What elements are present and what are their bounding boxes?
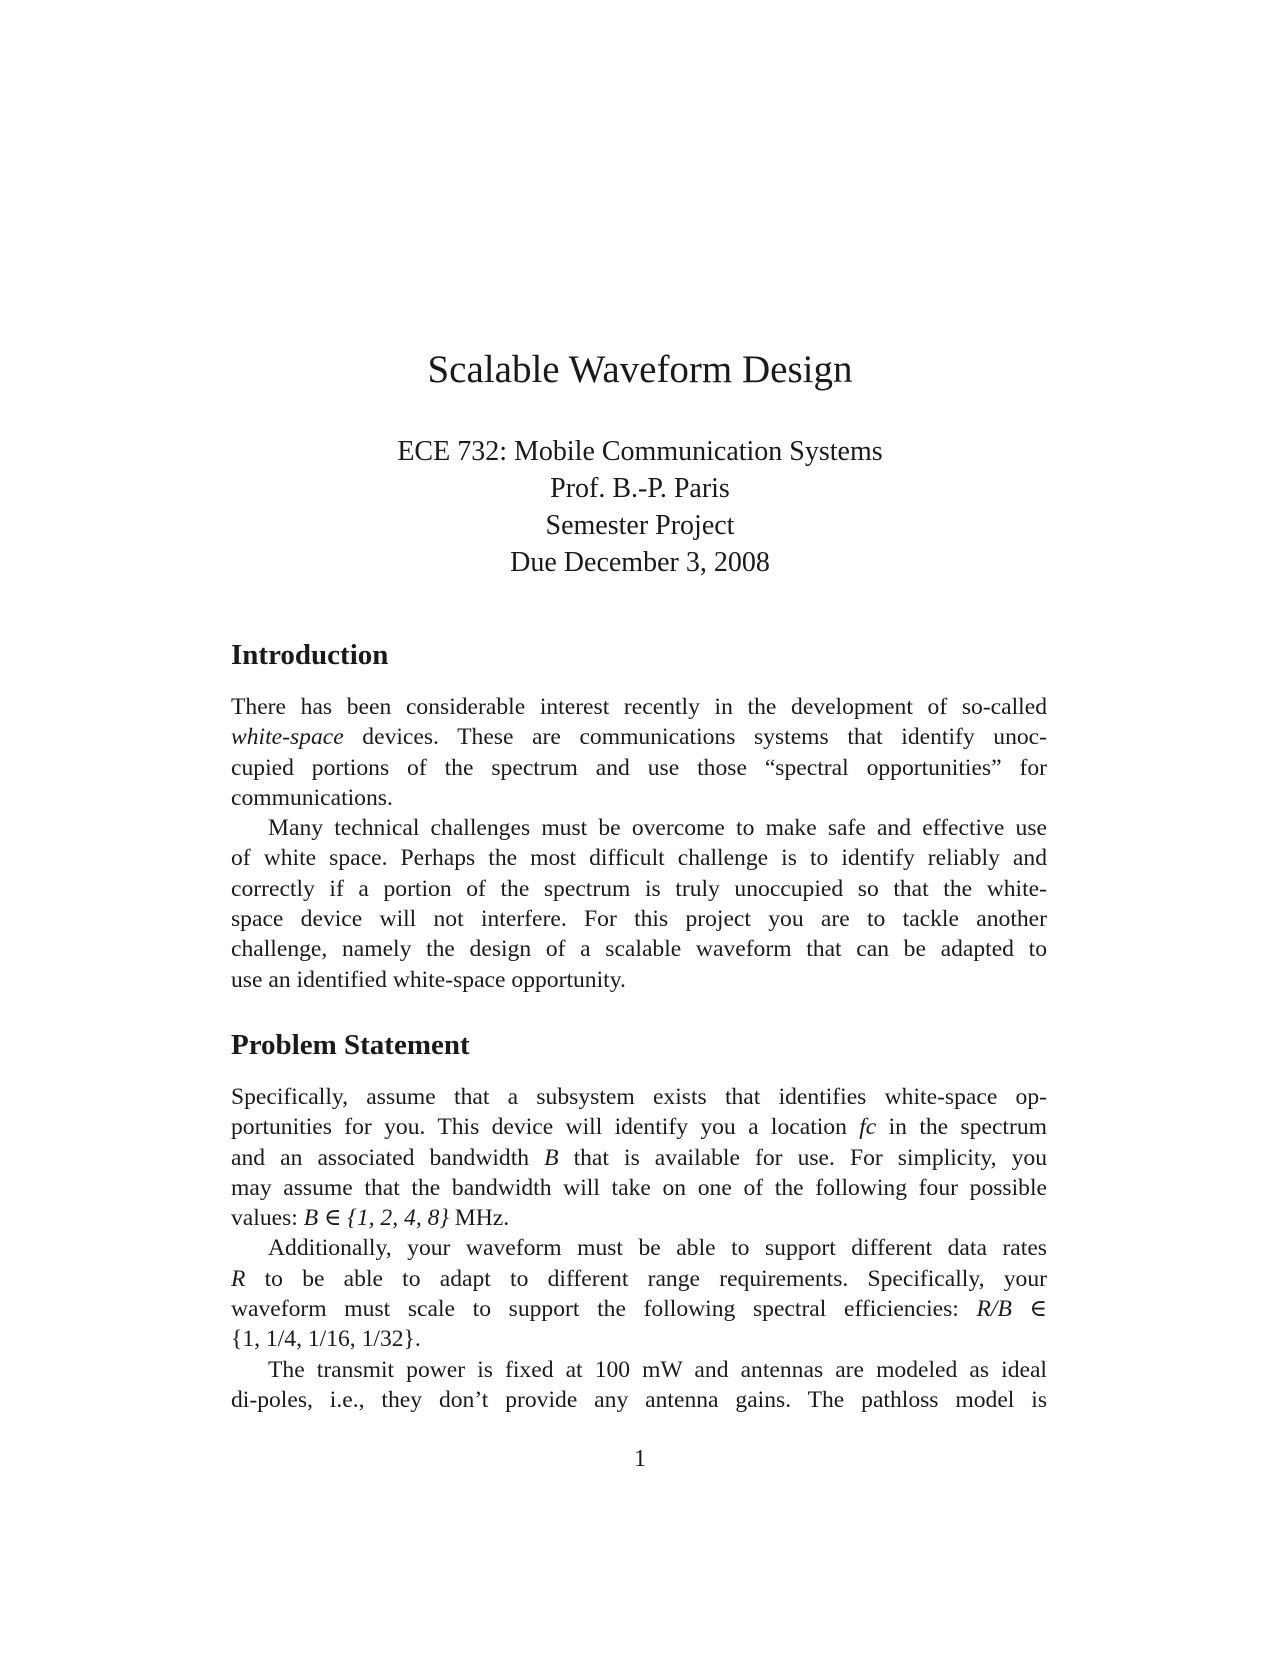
text-line: The transmit power is fixed at 100 mW and antennas are modeled as ideal <box>268 1356 1047 1383</box>
text-line <box>231 1264 1047 1294</box>
text-line: Specifically, assume that a subsystem exists that identifies white-space op- <box>231 1084 1047 1110</box>
math-b: B <box>544 1144 559 1171</box>
text-span: portunities for you. This device will identify you a location <box>231 1114 860 1141</box>
paragraph <box>231 1082 1047 1233</box>
due-date: Due December 3, 2008 <box>510 547 770 578</box>
section-heading-problem-statement: Problem Statement <box>231 1029 470 1061</box>
text-line <box>231 1112 1047 1142</box>
text-line: may assume that the bandwidth will take on one of the following four possible <box>231 1174 1047 1201</box>
text-line: Additionally, your waveform must be able to support different data rates <box>268 1235 1047 1262</box>
text-line: challenge, namely the design of a scalable waveform that can be adapted to <box>231 936 1047 963</box>
text-span: waveform must scale to support the following spectral efficiencies: <box>231 1296 977 1323</box>
text-line: use an identified white-space opportunity. <box>231 966 626 993</box>
text-line <box>231 1294 1047 1324</box>
text-line: space device will not interfere. For this project you are to tackle another <box>231 906 1047 933</box>
math-r: R <box>231 1265 246 1292</box>
paragraph <box>231 692 1047 813</box>
text-line <box>231 1203 1047 1233</box>
text-line: of white space. Perhaps the most difficult challenge is to identify reliably and <box>231 845 1047 872</box>
text-span: MHz. <box>448 1205 510 1232</box>
text-span: and an associated bandwidth <box>231 1144 545 1171</box>
text-line: cupied portions of the spectrum and use those “spectral opportunities” for <box>231 754 1047 781</box>
paragraph <box>231 1233 1047 1354</box>
emphasis-white-space: white-space <box>231 724 344 751</box>
text-line: di-poles, i.e., they don’t provide any antenna gains. The pathloss model is <box>231 1386 1047 1413</box>
math-spectral-efficiency: R/B ∈ <box>976 1296 1047 1323</box>
text-span: that is available for use. For simplicity, you <box>558 1144 1047 1171</box>
math-fc: fc <box>859 1114 877 1141</box>
course-name: ECE 732: Mobile Communication Systems <box>397 436 883 467</box>
math-bandwidth-set: B ∈ {1, 2, 4, 8} <box>303 1205 449 1232</box>
paragraph <box>231 813 1047 995</box>
text-line: Many technical challenges must be overcome to make safe and effective use <box>268 815 1047 842</box>
text-span: values: <box>231 1205 304 1232</box>
text-line <box>231 1143 1047 1173</box>
text-span: to be able to adapt to different range requirements. Specifically, your <box>245 1265 1047 1292</box>
instructor-name: Prof. B.-P. Paris <box>550 473 730 504</box>
introduction-body <box>231 692 1047 995</box>
paragraph <box>231 1355 1047 1416</box>
problem-statement-body <box>231 1082 1047 1415</box>
assignment-type: Semester Project <box>545 510 735 541</box>
text-line: communications. <box>231 784 393 811</box>
text-line: There has been considerable interest recently in the development of so-called <box>231 694 1047 720</box>
text-line: correctly if a portion of the spectrum is truly unoccupied so that the white- <box>231 875 1047 902</box>
text-line <box>231 722 1047 752</box>
page-number: 1 <box>634 1446 646 1472</box>
text-line: {1, 1/4, 1/16, 1/32}. <box>231 1326 421 1353</box>
title-meta <box>0 433 1280 581</box>
text-span: in the spectrum <box>876 1114 1047 1141</box>
section-heading-introduction: Introduction <box>231 639 389 671</box>
text-span: devices. These are communications systems that identify unoc- <box>343 724 1047 751</box>
document-title: Scalable Waveform Design <box>427 348 853 391</box>
